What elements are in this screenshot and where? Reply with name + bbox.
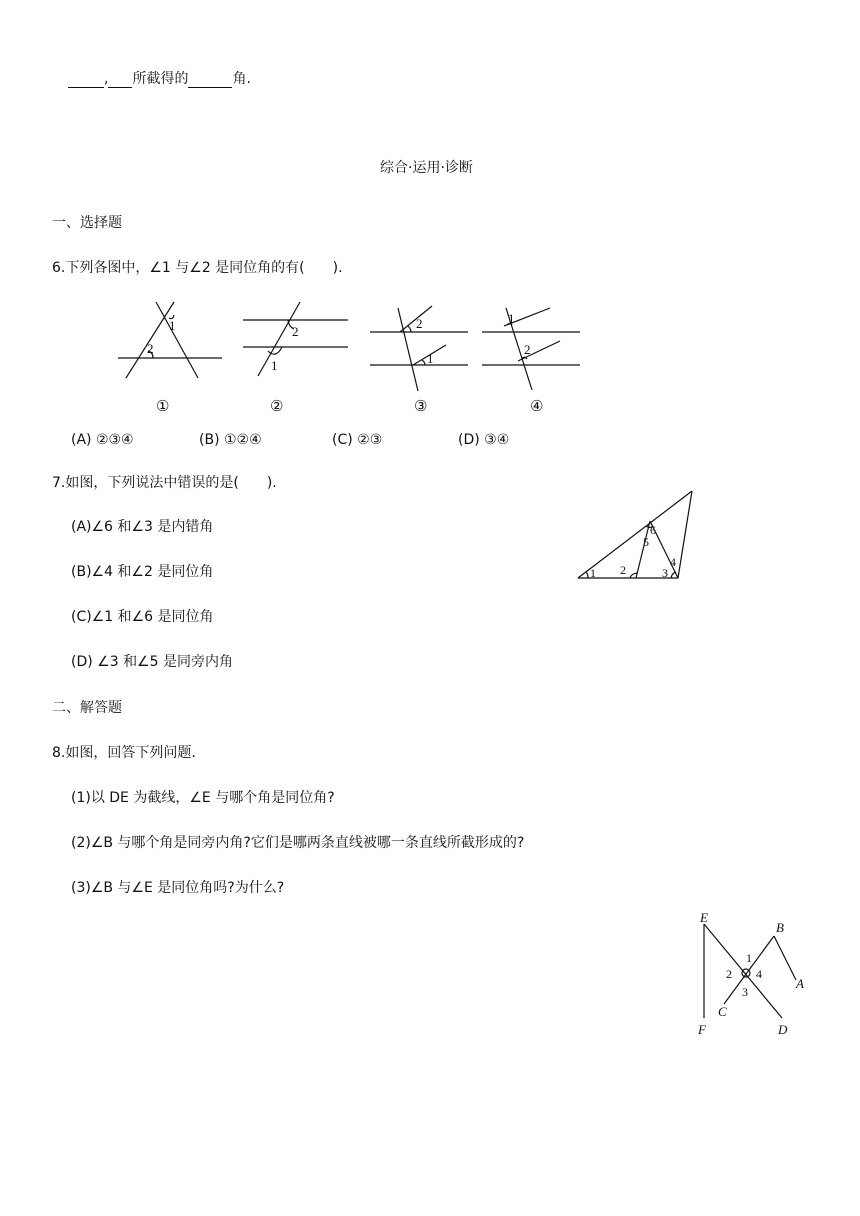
point-label: E xyxy=(700,910,708,925)
question-8-item: (2)∠B 与哪个角是同旁内角?它们是哪两条直线被哪一条直线所截形成的? xyxy=(71,835,525,851)
section-title: 综合·运用·诊断 xyxy=(380,160,473,176)
question-8-item: (3)∠B 与∠E 是同位角吗?为什么? xyxy=(71,880,285,896)
angle-number: 2 xyxy=(726,967,732,981)
point-label: B xyxy=(776,920,784,935)
angle-number: 3 xyxy=(742,985,748,999)
angle-number: 1 xyxy=(427,351,434,366)
option-d[interactable]: (D) ③④ xyxy=(458,432,510,448)
line xyxy=(156,302,198,378)
angle-number: 3 xyxy=(662,566,668,580)
figure-label: ① xyxy=(156,399,170,415)
angle-number: 2 xyxy=(416,316,423,331)
angle-number: 5 xyxy=(643,535,649,549)
angle-number: 2 xyxy=(524,342,531,357)
option-a[interactable]: (A) ②③④ xyxy=(71,432,134,448)
point-label: C xyxy=(718,1004,727,1019)
angle-arc xyxy=(408,326,411,332)
option-b[interactable]: (B)∠4 和∠2 是同位角 xyxy=(71,564,214,580)
angle-number: 2 xyxy=(147,341,154,356)
question-8-item: (1)以 DE 为截线，∠E 与哪个角是同位角? xyxy=(71,790,335,806)
angle-number: 4 xyxy=(756,967,762,981)
angle-number: 4 xyxy=(670,555,676,569)
line xyxy=(678,491,692,578)
answer-blank[interactable] xyxy=(108,73,132,88)
part1-heading: 一、选择题 xyxy=(52,215,122,231)
question-7-stem: 7.如图，下列说法中错误的是( ). xyxy=(52,475,277,491)
angle-arc xyxy=(586,572,588,578)
answer-blank[interactable] xyxy=(68,73,104,88)
angle-arc xyxy=(268,347,282,354)
figure-label: ③ xyxy=(414,399,428,415)
option-a[interactable]: (A)∠6 和∠3 是内错角 xyxy=(71,519,214,535)
angle-arc xyxy=(422,360,425,365)
option-c[interactable]: (C)∠1 和∠6 是同位角 xyxy=(71,609,214,625)
point-label: A xyxy=(796,976,804,991)
angle-number: 1 xyxy=(508,311,515,326)
question-6-stem: 6.下列各图中，∠1 与∠2 是同位角的有( ). xyxy=(52,260,343,276)
line xyxy=(636,521,650,578)
line xyxy=(774,936,796,980)
part2-heading: 二、解答题 xyxy=(52,700,122,716)
figure-label: ④ xyxy=(530,399,544,415)
angle-number: 1 xyxy=(169,318,176,333)
point-label: D xyxy=(778,1022,788,1037)
line xyxy=(258,302,300,376)
angle-number: 1 xyxy=(590,566,596,580)
line xyxy=(126,302,174,378)
question-8-stem: 8.如图，回答下列问题. xyxy=(52,745,196,761)
figure-label: ② xyxy=(270,399,284,415)
angle-number: 2 xyxy=(292,324,299,339)
angle-number: 1 xyxy=(271,358,278,373)
q7-triangle-figure xyxy=(574,486,698,584)
fill-in-line: , 所截得的 角. xyxy=(68,68,251,88)
option-b[interactable]: (B) ①②④ xyxy=(199,432,262,448)
angle-number: 6 xyxy=(650,523,656,537)
intersection-mark xyxy=(742,969,750,977)
q8-figure xyxy=(690,906,818,1042)
q6-figures xyxy=(110,296,600,416)
option-d[interactable]: (D) ∠3 和∠5 是同旁内角 xyxy=(71,654,233,670)
answer-blank[interactable] xyxy=(188,73,232,88)
angle-number: 1 xyxy=(746,951,752,965)
option-c[interactable]: (C) ②③ xyxy=(332,432,383,448)
point-label: F xyxy=(698,1022,706,1037)
angle-number: 2 xyxy=(620,563,626,577)
